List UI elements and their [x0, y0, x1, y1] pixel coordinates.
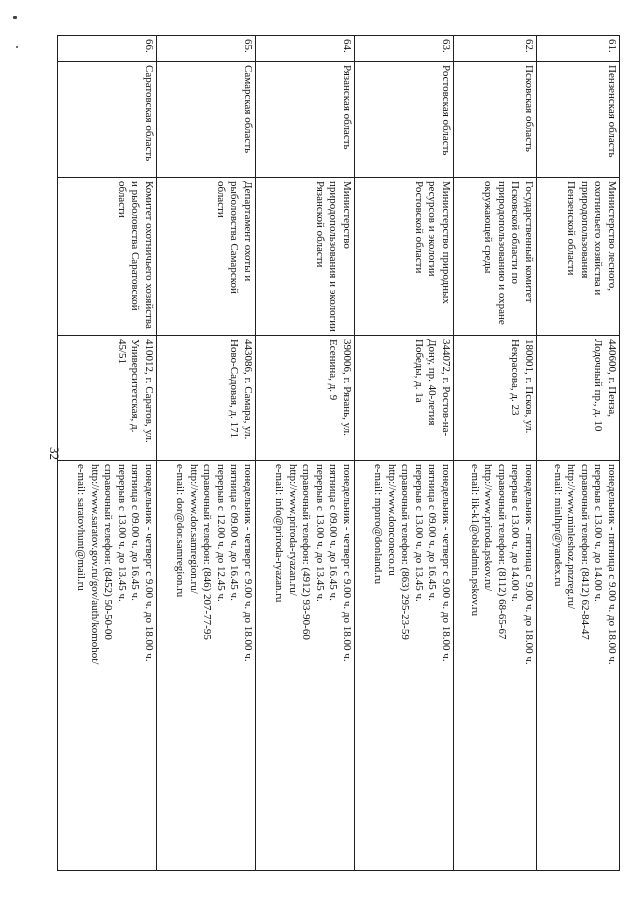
agency-cell: Министерство лесного, охотничьего хозяйства и природопользования Пензенской области [536, 178, 619, 336]
address-cell: 440600, г. Пенза, Лодочный пр., д. 10 [536, 336, 619, 461]
table-row [157, 36, 256, 871]
address-cell: 390006, г. Рязань, ул. Есенина, д. 9 [255, 336, 354, 461]
contact-line: справочный телефон: (4912) 93-90-60 [300, 464, 313, 640]
contacts-cell [354, 461, 453, 871]
agency-cell: Министерство природопользования и экологии Рязанской области [255, 178, 354, 336]
contact-line: понедельник - пятница с 9.00 ч. до 18.00 ч. [522, 464, 535, 665]
address-cell: 180001, г. Псков, ул. Некрасова, д. 23 [453, 336, 536, 461]
agency-cell: Государственный комитет Псковской области по природопользованию и охране окружающей среды [453, 178, 536, 336]
row-number: 65. [157, 36, 256, 62]
row-number: 66. [58, 36, 157, 62]
contacts-cell [255, 461, 354, 871]
agency-cell: Департамент охоты и рыболовства Самарской области [157, 178, 256, 336]
page-number: 32 [47, 446, 62, 460]
contacts-cell [536, 461, 619, 871]
row-number: 63. [354, 36, 453, 62]
table-row [354, 36, 453, 871]
contact-line: справочный телефон: (846) 207-77-95 [201, 464, 214, 640]
contact-line: справочный телефон: (863) 295-23-59 [399, 464, 412, 640]
agency-table-body [58, 36, 620, 871]
contact-line: перерыв с 13.00 ч. до 13.45 ч. [115, 464, 128, 602]
contacts-cell [58, 461, 157, 871]
contact-line: понедельник - четверг с 9.00 ч. до 18.00 ч. [143, 464, 155, 662]
website-link[interactable]: http://www.dor.samregion.ru/ [187, 464, 200, 594]
contact-line: справочный телефон: (8452) 50-50-00 [102, 464, 115, 640]
contact-line: пятница с 09.00 ч. до 16.45 ч. [228, 464, 241, 601]
agency-cell: Комитет охотничьего хозяйства и рыболовства Саратовской области [58, 178, 157, 336]
contact-line: понедельник - четверг с 9.00 ч. до 18.00 ч. [340, 464, 353, 662]
contact-line: перерыв с 13.00 ч. до 14.00 ч. [592, 464, 605, 602]
contacts-cell [157, 461, 256, 871]
table-row [58, 36, 157, 871]
contact-line: справочный телефон: (8412) 62-84-47 [578, 464, 591, 640]
scan-speck [13, 16, 17, 19]
email-link[interactable]: e-mail: saratovhunt@mail.ru [75, 464, 88, 591]
website-link[interactable]: http://www.donconeco.ru [385, 464, 398, 576]
contact-line: понедельник - пятница с 9.00 ч. до 18.00 ч. [606, 464, 618, 665]
contact-line: перерыв с 13.00 ч. до 13.45 ч. [313, 464, 326, 602]
website-link[interactable]: http://www.saratov.gov.ru/gov/auth/komohot/ [88, 464, 101, 665]
row-number: 62. [453, 36, 536, 62]
region-cell: Псковская область [453, 62, 536, 178]
email-link[interactable]: e-mail: minlhpr@yandex.ru [551, 464, 564, 587]
email-link[interactable]: e-mail: dor@dor.samregion.ru [174, 464, 186, 598]
region-cell: Рязанская область [255, 62, 354, 178]
address-cell: 344072, г. Ростов-на-Дону, пр. 40-летия Победы, д. 1а [354, 336, 453, 461]
contact-line: пятница с 09.00 ч. до 16.45 ч. [129, 464, 142, 601]
address-cell: 443086, г. Самара, ул. Ново-Садовая, д. 171 [157, 336, 256, 461]
contact-line: пятница с 09.00 ч. до 16.45 ч. [426, 464, 439, 601]
website-link[interactable]: http://www.priroda-ryazan.ru/ [286, 464, 299, 596]
website-link[interactable]: http://www.priroda.pskov.ru/ [482, 464, 495, 592]
table-row [255, 36, 354, 871]
contact-line: перерыв с 13.00 ч. до 13.45 ч. [412, 464, 425, 602]
region-cell: Самарская область [157, 62, 256, 178]
agency-cell: Министерство природных ресурсов и экологии Ростовской области [354, 178, 453, 336]
email-link[interactable]: e-mail: info@priroda-ryazan.ru [272, 464, 285, 603]
row-number: 61. [536, 36, 619, 62]
contact-line: понедельник - четверг с 9.00 ч. до 18.00 ч. [241, 464, 254, 662]
email-link[interactable]: e-mail: lik-k1@obladmin.pskov.ru [468, 464, 481, 617]
contact-line: перерыв с 12.00 ч. до 12.45 ч. [214, 464, 227, 602]
region-cell: Саратовская область [58, 62, 157, 178]
contact-line: перерыв с 13.00 ч. до 14.00 ч. [509, 464, 522, 602]
email-link[interactable]: e-mail: mpnro@donland.ru [371, 464, 384, 585]
table-row [453, 36, 536, 871]
contacts-cell [453, 461, 536, 871]
rotated-table-container [57, 35, 620, 870]
contact-line: понедельник - четверг с 9.00 ч. до 18.00 ч. [439, 464, 452, 662]
table-row [536, 36, 619, 871]
region-cell: Ростовская область [354, 62, 453, 178]
website-link[interactable]: http://www.minleshoz.pnzreg.ru/ [565, 464, 578, 610]
agency-table [57, 35, 620, 871]
region-cell: Пензенская область [536, 62, 619, 178]
contact-line: пятница с 09.00 ч. до 16.45 ч. [327, 464, 340, 601]
scan-speck [16, 46, 18, 48]
address-cell: 410012, г. Саратов, ул. Университетская, д. 45/51 [58, 336, 157, 461]
contact-line: справочный телефон: (8112) 68-65-67 [495, 464, 508, 640]
row-number: 64. [255, 36, 354, 62]
